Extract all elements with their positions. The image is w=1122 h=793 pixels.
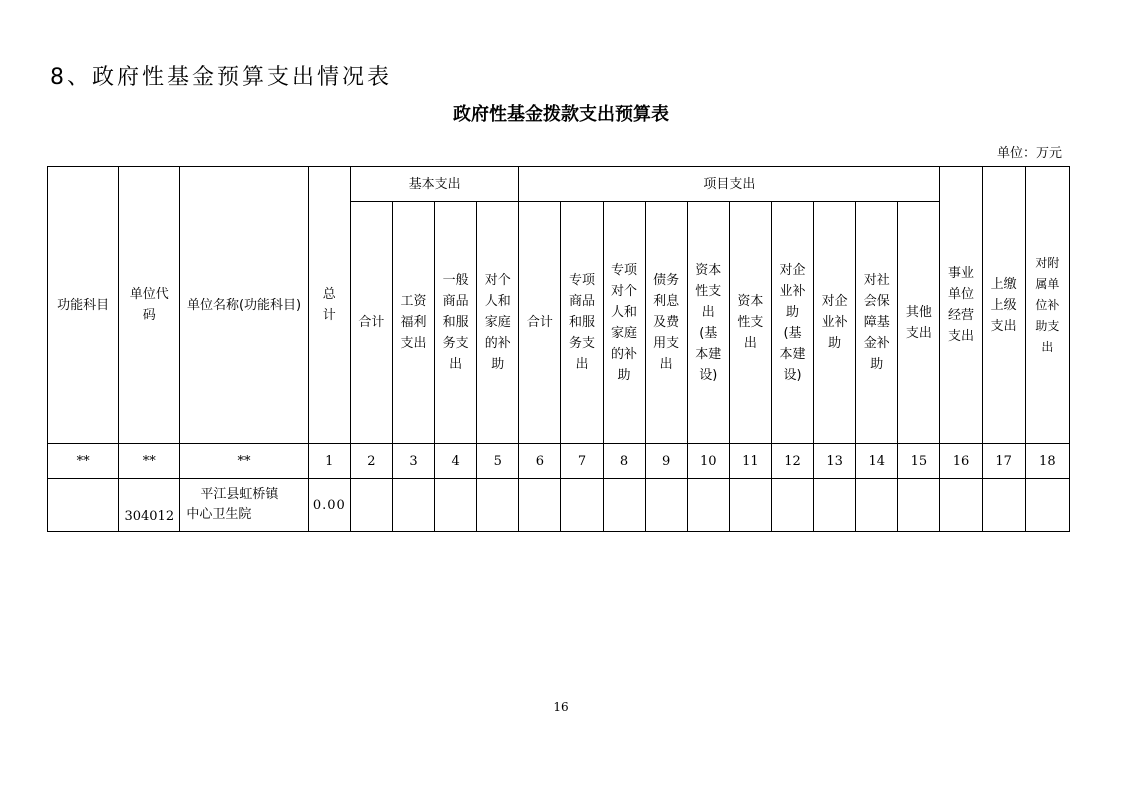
header-project-enterprise-construction: [771, 202, 813, 444]
col-number: 11: [729, 444, 771, 479]
header-total: [308, 167, 350, 444]
col-number: 1: [308, 444, 350, 479]
col-number: 16: [940, 444, 982, 479]
header-project-debt: [645, 202, 687, 444]
header-affiliate: [1025, 167, 1069, 444]
col-number: 18: [1025, 444, 1069, 479]
cell-empty: [561, 479, 603, 532]
unit-label: 单位：万元: [996, 146, 1062, 161]
cell-empty: [1025, 479, 1069, 532]
header-project-capital-label: 资本性支出: [737, 294, 764, 351]
header-basic-total: [350, 202, 392, 444]
header-affiliate-label: 对附属单位补助支出: [1035, 255, 1060, 354]
header-project-social-security-label: 对社会保障基金补助: [863, 273, 890, 372]
cell-empty: [392, 479, 434, 532]
col-number: 4: [435, 444, 477, 479]
cell-empty: [435, 479, 477, 532]
cell-empty: [603, 479, 645, 532]
header-project-total: [519, 202, 561, 444]
header-project-debt-label: 债务利息及费用支出: [653, 273, 680, 372]
cell-unit-code: 304012: [119, 479, 180, 532]
section-heading: 8、政府性基金预算支出情况表: [50, 65, 392, 90]
col-number: 9: [645, 444, 687, 479]
col-number: 5: [477, 444, 519, 479]
cell-empty: [687, 479, 729, 532]
cell-empty: [771, 479, 813, 532]
header-basic-individual: [477, 202, 519, 444]
header-project-other: [898, 202, 940, 444]
header-project-enterprise-label: 对企业补助: [821, 294, 848, 351]
header-business-ops: [940, 167, 982, 444]
header-basic-goods-label: 一般商品和服务支出: [442, 273, 469, 372]
col-number: 2: [350, 444, 392, 479]
cell-empty: [856, 479, 898, 532]
header-project-other-label: 其他支出: [905, 304, 932, 341]
cell-empty: [940, 479, 982, 532]
header-unit-name: 单位名称(功能科目): [180, 167, 308, 444]
cell-empty: [814, 479, 856, 532]
header-basic-wages: [392, 202, 434, 444]
header-project-individual-label: 专项对个人和家庭的补助: [611, 262, 638, 383]
col-number: **: [119, 444, 180, 479]
header-project-goods: [561, 202, 603, 444]
col-number: 10: [687, 444, 729, 479]
cell-total: 0.00: [308, 479, 350, 532]
cell-empty: [982, 479, 1025, 532]
header-unit-code-label: 单位代码: [129, 287, 169, 323]
header-project-capital-construction: [687, 202, 729, 444]
header-project-enterprise-construction-label: 对企业补助(基本建设): [779, 262, 806, 383]
header-superior: [982, 167, 1025, 444]
table-row: [48, 479, 1070, 532]
col-number: 17: [982, 444, 1025, 479]
col-number: 15: [898, 444, 940, 479]
header-basic-goods: [435, 202, 477, 444]
header-project-total-label: 合计: [526, 315, 553, 330]
header-project-individual: [603, 202, 645, 444]
header-business-ops-label: 事业单位经营支出: [947, 266, 974, 344]
header-basic: 基本支出: [350, 167, 518, 202]
header-superior-label: 上缴上级支出: [990, 276, 1017, 334]
cell-empty: [477, 479, 519, 532]
cell-empty: [898, 479, 940, 532]
header-unit-code: [119, 167, 180, 444]
col-number: 12: [771, 444, 813, 479]
cell-empty: [645, 479, 687, 532]
table-title: 政府性基金拨款支出预算表: [453, 104, 669, 125]
col-number: 3: [392, 444, 434, 479]
header-project-capital-construction-label: 资本性支出(基本建设): [695, 262, 722, 383]
header-basic-total-label: 合计: [358, 315, 385, 330]
cell-empty: [350, 479, 392, 532]
col-number: 6: [519, 444, 561, 479]
header-basic-wages-label: 工资福利支出: [400, 294, 427, 351]
col-number: 7: [561, 444, 603, 479]
col-number: **: [180, 444, 308, 479]
header-project-social-security: [856, 202, 898, 444]
column-number-row: [48, 444, 1070, 479]
header-total-label: 总计: [322, 287, 336, 323]
budget-table: [47, 166, 1070, 532]
cell-empty: [729, 479, 771, 532]
header-func-subject: 功能科目: [48, 167, 119, 444]
cell-empty: [519, 479, 561, 532]
col-number: 14: [856, 444, 898, 479]
header-project-capital: [729, 202, 771, 444]
header-project: 项目支出: [519, 167, 940, 202]
header-project-goods-label: 专项商品和服务支出: [568, 273, 595, 372]
cell-unit-name: [180, 479, 308, 532]
cell-func-subject: [48, 479, 119, 532]
cell-unit-name-text: 平江县虹桥镇中心卫生院: [186, 487, 279, 522]
col-number: 8: [603, 444, 645, 479]
col-number: 13: [814, 444, 856, 479]
header-project-enterprise: [814, 202, 856, 444]
header-basic-individual-label: 对个人和家庭的补助: [484, 273, 511, 372]
page-number: 16: [553, 700, 569, 714]
col-number: **: [48, 444, 119, 479]
